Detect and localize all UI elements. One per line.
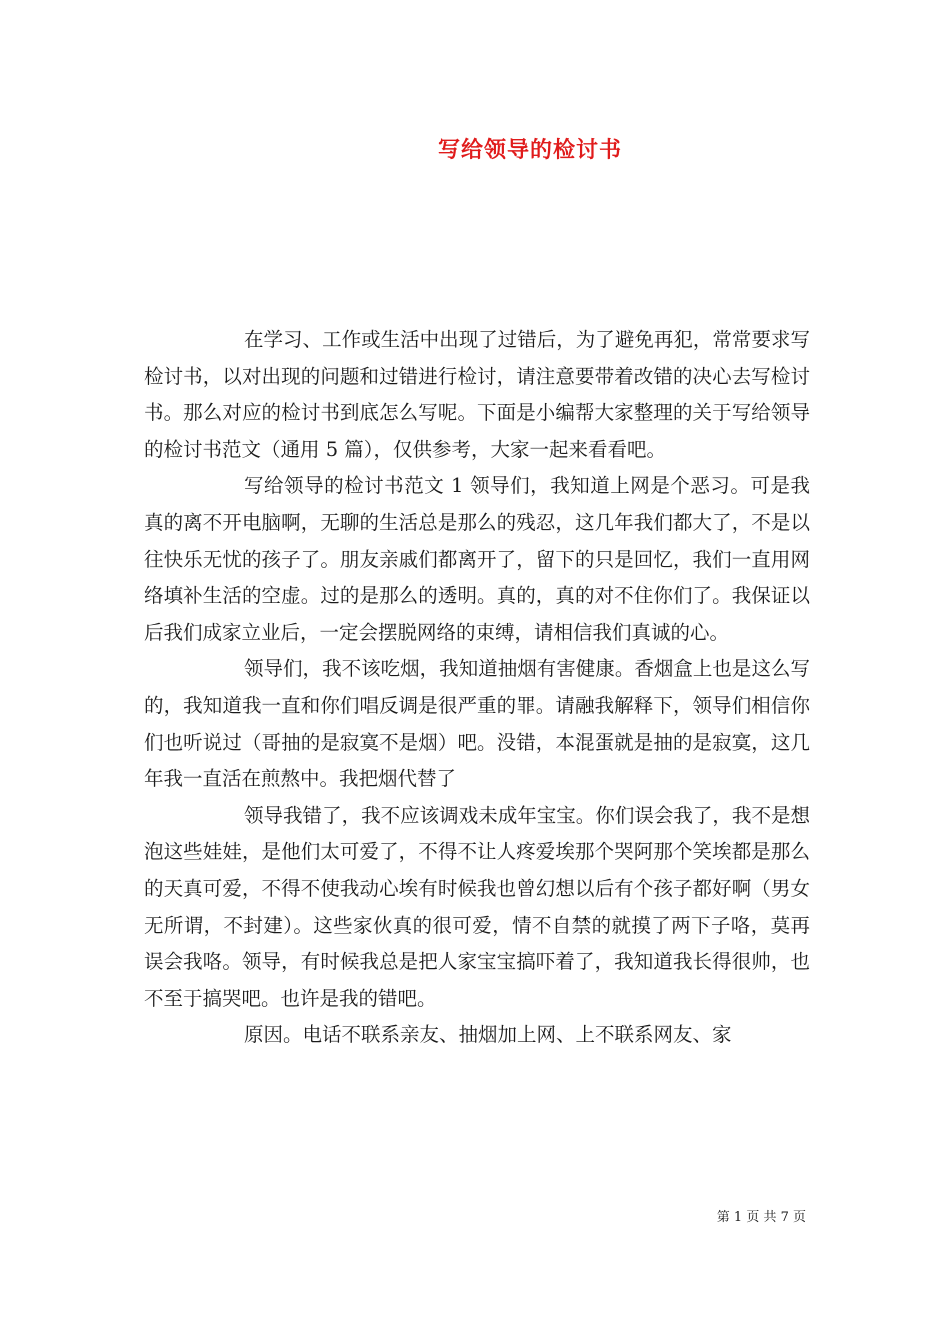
paragraph-reasons: 原因。电话不联系亲友、抽烟加上网、上不联系网友、家 <box>244 1023 732 1047</box>
document-title: 写给领导的检讨书 <box>437 137 622 163</box>
paragraph-babies: 领导我错了，我不应该调戏未成年宝宝。你们误会我了，我不是想泡这些娃娃，是他们太可爱了，不得不让人疼爱埃那个哭阿那个笑埃都是那么的天真可爱，不得不使我动心埃有时候我也曾幻想以后有个孩子都好啊（男女无所谓，不封建）。这些家伙真的很可爱，情不自禁的就摸了两下子咯，莫再误会我咯。领导，有时候我总是把人家宝宝搞吓着了，我知道我长得很帅，也不至于搞哭吧。也许是我的错吧。 <box>144 803 810 1010</box>
paragraph-smoking: 领导们，我不该吃烟，我知道抽烟有害健康。香烟盒上也是这么写的，我知道我一直和你们唱反调是很严重的罪。请融我解释下，领导们相信你们也听说过（哥抽的是寂寞不是烟）吧。没错，本混蛋就是抽的是寂寞，这几年我一直活在煎熬中。我把烟代替了 <box>144 657 810 791</box>
page-number: 第 1 页 共 7 页 <box>716 1210 806 1225</box>
paragraph-intro: 在学习、工作或生活中出现了过错后，为了避免再犯，常常要求写检讨书，以对出现的问题和过错进行检讨，请注意要带着改错的决心去写检讨书。那么对应的检讨书到底怎么写呢。下面是小编帮大家整理的关于写给领导的检讨书范文（通用 5 篇），仅供参考，大家一起来看看吧。 <box>144 328 810 461</box>
paragraph-sample-1: 写给领导的检讨书范文 1 领导们，我知道上网是个恶习。可是我真的离不开电脑啊，无聊的生活总是那么的残忍，这几年我们都大了，不是以往快乐无忧的孩子了。朋友亲戚们都离开了，留下的只是回忆，我们一直用网络填补生活的空虚。过的是那么的透明。真的，真的对不住你们了。我保证以后我们成家立业后，一定会摆脱网络的束缚，请相信我们真诚的心。 <box>144 474 810 644</box>
document-body <box>144 322 810 1054</box>
